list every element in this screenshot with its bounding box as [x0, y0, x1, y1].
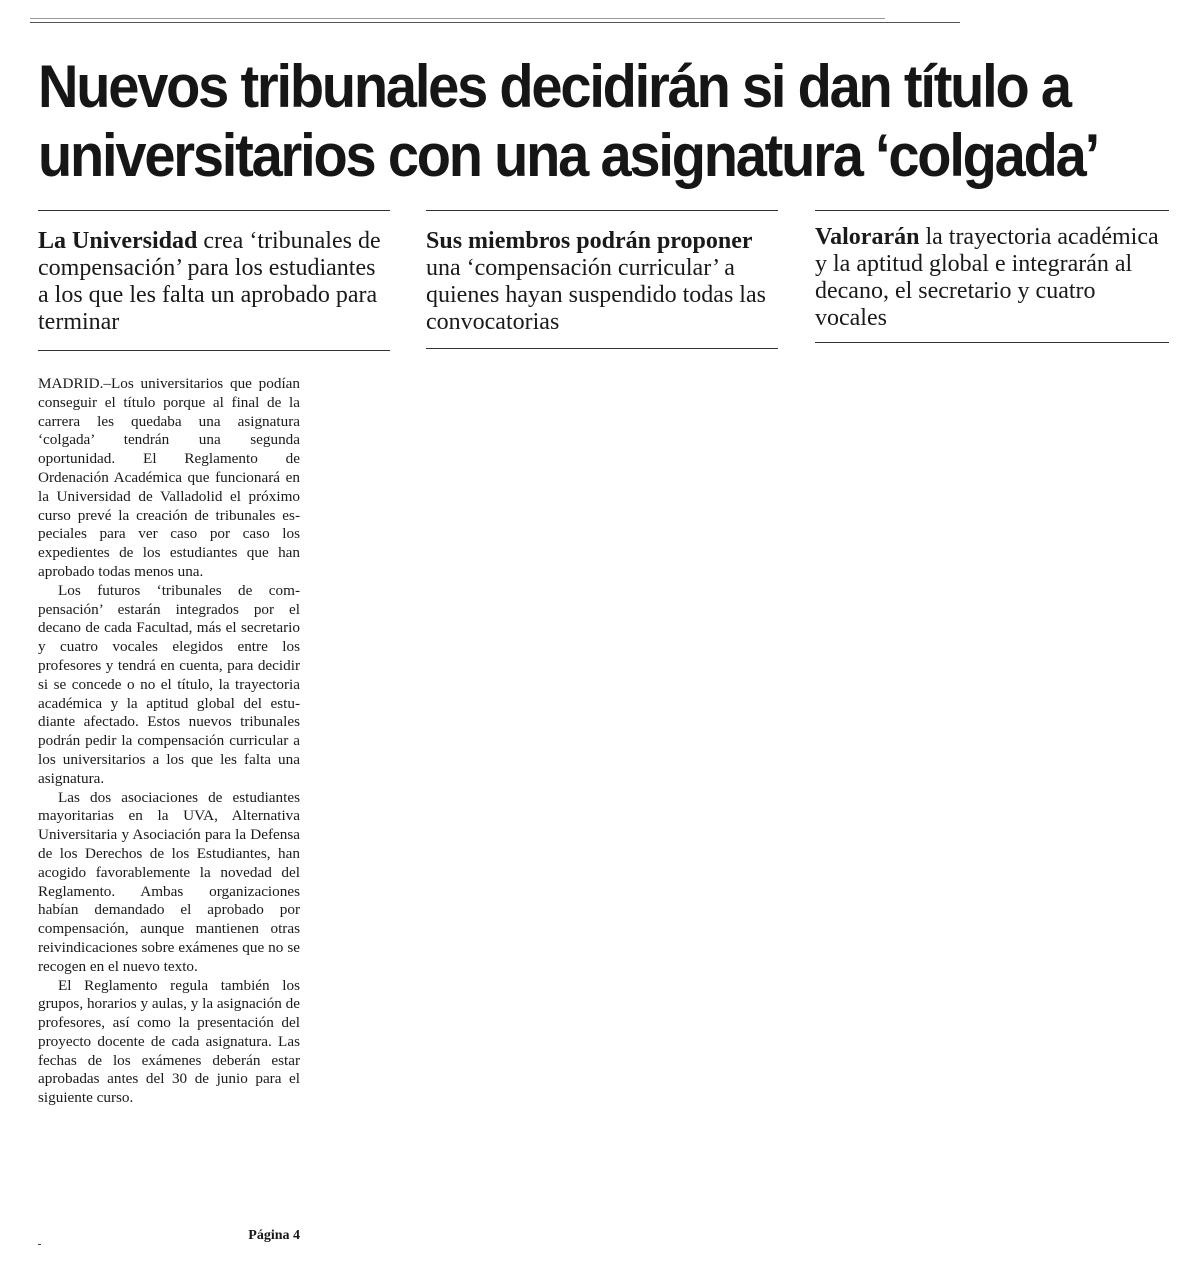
- deck-2-text: una ‘compensación curricular’ a quienes hayan suspendido todas las convocatorias: [426, 255, 766, 335]
- paragraph-2: Los futuros ‘tribunales de compensación’ estarán integrados por el decano de cada Facultad, más el secretario y cuatro vocales elegidos entre los profesores y tendrá en cuenta, para decidir si se concede o no el título, la trayectoria académica y la aptitud global del estudiante afectado. Estos nuevos tribunales podrán pedir la compensación curricular a los universitarios a los que les falta una asignatura.: [38, 581, 300, 787]
- headline: [38, 52, 1168, 190]
- paragraph-4: El Reglamento regula también los grupos, horarios y aulas, y la asignación de profesores, así como la presentación del proyecto docente de cada asignatura. Las fechas de los exámenes deberán estar aprobadas antes del 30 de junio para el siguiente curso.: [38, 976, 300, 1107]
- deck-1-text: crea ‘tribunales de compensación’ para los estudiantes a los que les falta un aprobado para terminar: [38, 228, 381, 335]
- article-body: [38, 375, 300, 1108]
- deck-3: [815, 210, 1169, 343]
- headline-line-2: universitarios con una asignatura ‘colgada’: [38, 121, 1098, 190]
- deck-3-lead: Valorarán: [815, 224, 920, 250]
- deck-1-lead: La Universidad: [38, 228, 198, 254]
- headline-line-1: Nuevos tribunales decidirán si dan título a: [38, 52, 1070, 121]
- scan-mark: [38, 1244, 41, 1245]
- page-reference: Página 4: [248, 1228, 300, 1243]
- paragraph-3: Las dos asociaciones de estudiantes mayoritarias en la UVA, Alternativa Universitaria y Asociación para la Defensa de los Derechos de los Estudiantes, han acogido favorablemente la novedad del Reglamento. Ambas organizaciones habían demandado el aprobado por compensación, aunque mantienen otras reivindicaciones sobre exámenes que no se recogen en el nuevo texto.: [38, 788, 300, 975]
- deck-2: [426, 210, 778, 349]
- deck-3-text: la trayectoria académica y la aptitud global e integrarán al decano, el secretario y cuatro vocales: [815, 224, 1159, 331]
- top-rule-faint: [30, 18, 885, 19]
- deck-1: [38, 210, 390, 351]
- deck-2-lead: Sus miembros podrán proponer: [426, 228, 753, 254]
- top-rule: [30, 22, 960, 23]
- paragraph-1: MADRID.–Los universitarios que podían conseguir el título porque al final de la carrera les quedaba una asignatura ‘colgada’ tendrán una segunda oportunidad. El Reglamento de Ordenación Académica que funcionará en la Universidad de Valladolid el próximo curso prevé la creación de tribunales especiales para ver caso por caso los expedientes de los estudiantes que han aprobado todas menos una.: [38, 375, 300, 580]
